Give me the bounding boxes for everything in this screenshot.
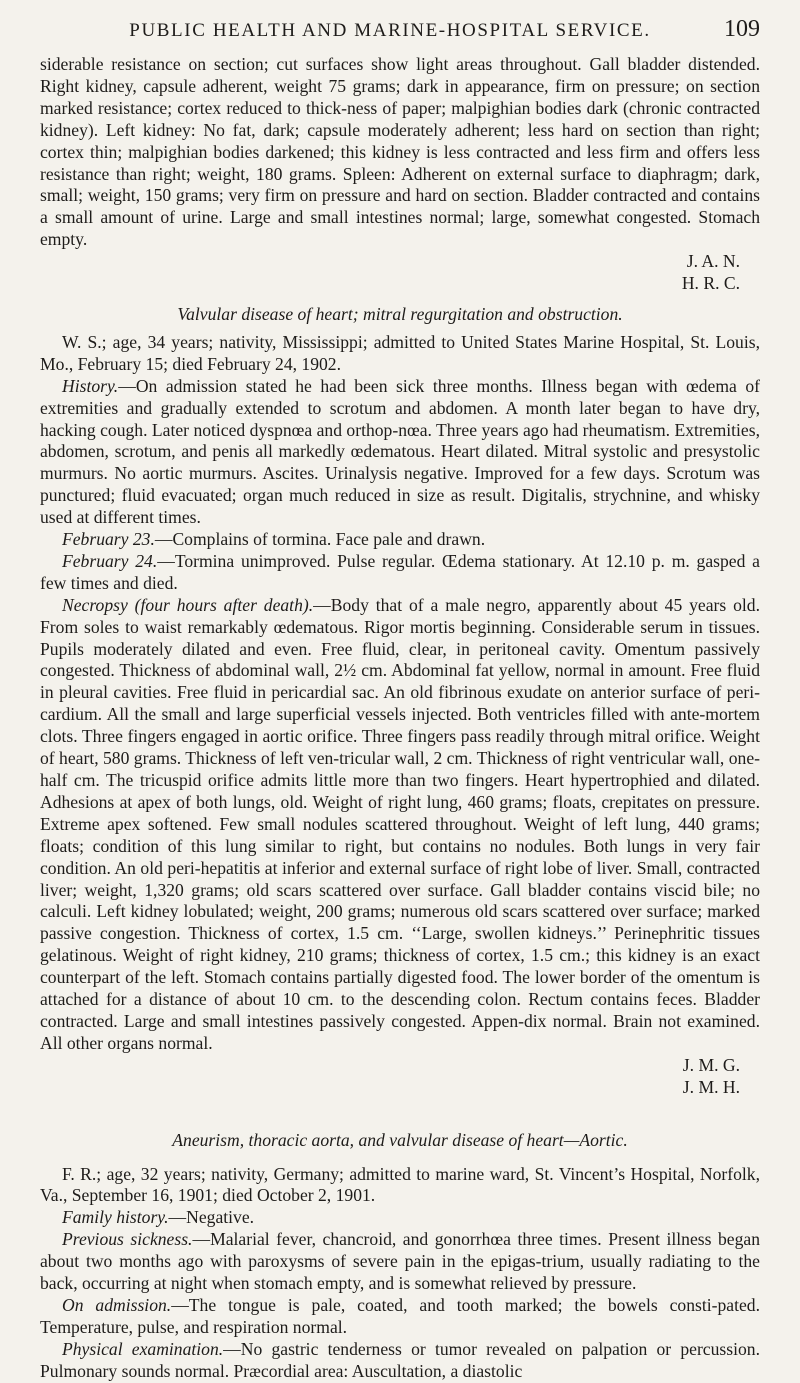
necropsy-label: Necropsy — [62, 594, 128, 615]
admission-text: —The tongue is pale, coated, and tooth marked; the bowels consti-pated. Temperature, pulse, and respiration normal. — [40, 1294, 760, 1337]
case3-previous — [40, 1229, 760, 1295]
case2-title: Valvular disease of heart; mitral regurgitation and obstruction. — [177, 303, 623, 324]
family-label: Family history. — [62, 1207, 169, 1228]
feb23-text: —Complains of tormina. Face pale and drawn. — [154, 529, 486, 550]
page-number: 109 — [724, 16, 760, 42]
family-text: —Negative. — [168, 1207, 255, 1228]
case2-signature — [40, 1055, 760, 1099]
physical-text: —No gastric tenderness or tumor revealed on palpation or percussion. Pulmonary sounds normal. Præcordial area: Auscultation, a diastolic — [40, 1338, 760, 1381]
case3-physical — [40, 1339, 760, 1383]
signature-line: J. A. N. — [686, 251, 740, 272]
signature-line: J. M. H. — [682, 1076, 740, 1097]
case1-signature — [40, 251, 760, 295]
case3-intro: F. R.; age, 32 years; nativity, Germany; admitted to marine ward, St. Vincent’s Hospital, Norfolk, Va., September 16, 1901; died October 2, 1901. — [40, 1163, 760, 1206]
section-gap — [40, 1099, 760, 1121]
case3-family — [40, 1207, 760, 1229]
running-title: PUBLIC HEALTH AND MARINE-HOSPITAL SERVICE. — [129, 20, 651, 41]
case2-necropsy — [40, 595, 760, 1055]
running-head — [40, 16, 760, 46]
admission-label: On admission. — [62, 1294, 172, 1315]
case2-feb24 — [40, 551, 760, 595]
case2-intro: W. S.; age, 34 years; nativity, Mississippi; admitted to United States Marine Hospital, St. Louis, Mo., February 15; died February 24, 1902. — [40, 331, 760, 374]
body-text — [40, 54, 760, 1383]
signature-line: J. M. G. — [682, 1054, 740, 1075]
history-label: History. — [62, 375, 119, 396]
case3-admission — [40, 1295, 760, 1339]
feb23-label: February 23. — [62, 529, 155, 550]
necropsy-text: —Body that of a male negro, apparently about 45 years old. From soles to waist remarkably œdematous. Rigor mortis beginning. Considerable serum in tissues. Pupils moderately dilated and even. Free fluid, clear, in peritoneal cavity. Omentum passively congested. Thickness of abdominal wall, 2½ cm. Abdominal fat yellow, normal in amount. Free fluid in pleural cavities. Free fluid in pericardial sac. An old fibrinous exudate on anterior surface of peri-cardium. All the small and large superficial vessels injected. Both ventricles filled with ante-mortem clots. Three fingers engaged in aortic orifice. Three fingers pass readily through mitral orifice. Weight of heart, 580 grams. Thickness of left ven-tricular wall, 2 cm. Thickness of right ventricular wall, one-half cm. The tricuspid orifice admits little more than two fingers. Heart hypertrophied and dilated. Adhesions at apex of both lungs, old. Weight of right lung, 460 grams; floats, crepitates on pressure. Extreme apex softened. Few small nodules scattered throughout. Weight of left lung, 440 grams; floats; condition of this lung similar to right, but contains no nodules. Both lungs in very fair condition. An old peri-hepatitis at inferior and external surface of right lobe of liver. Small, contracted liver; weight, 1,320 grams; old scars scattered over surface. Gall bladder contains viscid bile; no calculi. Left kidney lobulated; weight, 200 grams; numerous old scars scattered over surface; marked passive congestion. Thickness of cortex, 1.5 cm. ‘‘Large, swollen kidneys.’’ Perinephritic tissues gelatinous. Weight of right kidney, 210 grams; thickness of cortex, 1.5 cm.; this kidney is an exact counterpart of the left. Stomach contains partially digested food. The lower border of the omentum is attached for a distance of about 10 cm. to the descending colon. Rectum contains feces. Bladder contracted. Large and small intestines passively congested. Appen-dix normal. Brain not examined. All other organs normal. — [40, 594, 760, 1053]
case3-title: Aneurism, thoracic aorta, and valvular disease of heart—Aortic. — [172, 1129, 628, 1150]
necropsy-paren: (four hours after death). — [134, 594, 314, 615]
history-text: —On admission stated he had been sick three months. Illness began with œdema of extremities and gradually extended to scrotum and abdomen. A month later began to have dry, hacking cough. Later noticed dyspnœa and orthop-nœa. Three years ago had rheumatism. Extremities, abdomen, scrotum, and penis all markedly œdematous. Heart dilated. Mitral systolic and presystolic murmurs. No aortic murmurs. Ascites. Urinalysis negative. Improved for a few days. Scrotum was punctured; fluid evacuated; organ much reduced in size as result. Digitalis, strychnine, and whisky used at different times. — [40, 375, 760, 528]
previous-label: Previous sickness. — [62, 1229, 193, 1250]
previous-text: —Malarial fever, chancroid, and gonorrhœa three times. Present illness began about two months ago with paroxysms of severe pain in the epigas-trium, usually radiating to the back, occurring at night when stomach empty, and is somewhat relieved by pressure. — [40, 1229, 761, 1294]
feb24-label: February 24. — [62, 550, 158, 571]
feb24-text: —Tormina unimproved. Pulse regular. Œdema stationary. At 12.10 p. m. gasped a few times and died. — [40, 550, 760, 593]
case2-feb23 — [40, 529, 760, 551]
signature-line: H. R. C. — [681, 273, 740, 294]
physical-label: Physical examination. — [62, 1338, 224, 1359]
case2-history — [40, 376, 760, 529]
case1-continuation: siderable resistance on section; cut surfaces show light areas throughout. Gall bladder distended. Right kidney, capsule adherent, weight 75 grams; dark in appearance, firm on pressure; on section marked resistance; cortex reduced to thick-ness of paper; malpighian bodies dark (chronic contracted kidney). Left kidney: No fat, dark; capsule moderately adherent; less hard on section than right; cortex thin; malpighian bodies darkened; this kidney is less contracted and less firm and offers less resistance than right; weight, 180 grams. Spleen: Adherent on external surface to diaphragm; dark, small; weight, 150 grams; very firm on pressure and hard on section. Bladder contracted and contains a small amount of urine. Large and small intestines normal; large, somewhat congested. Stomach empty. — [40, 54, 760, 250]
